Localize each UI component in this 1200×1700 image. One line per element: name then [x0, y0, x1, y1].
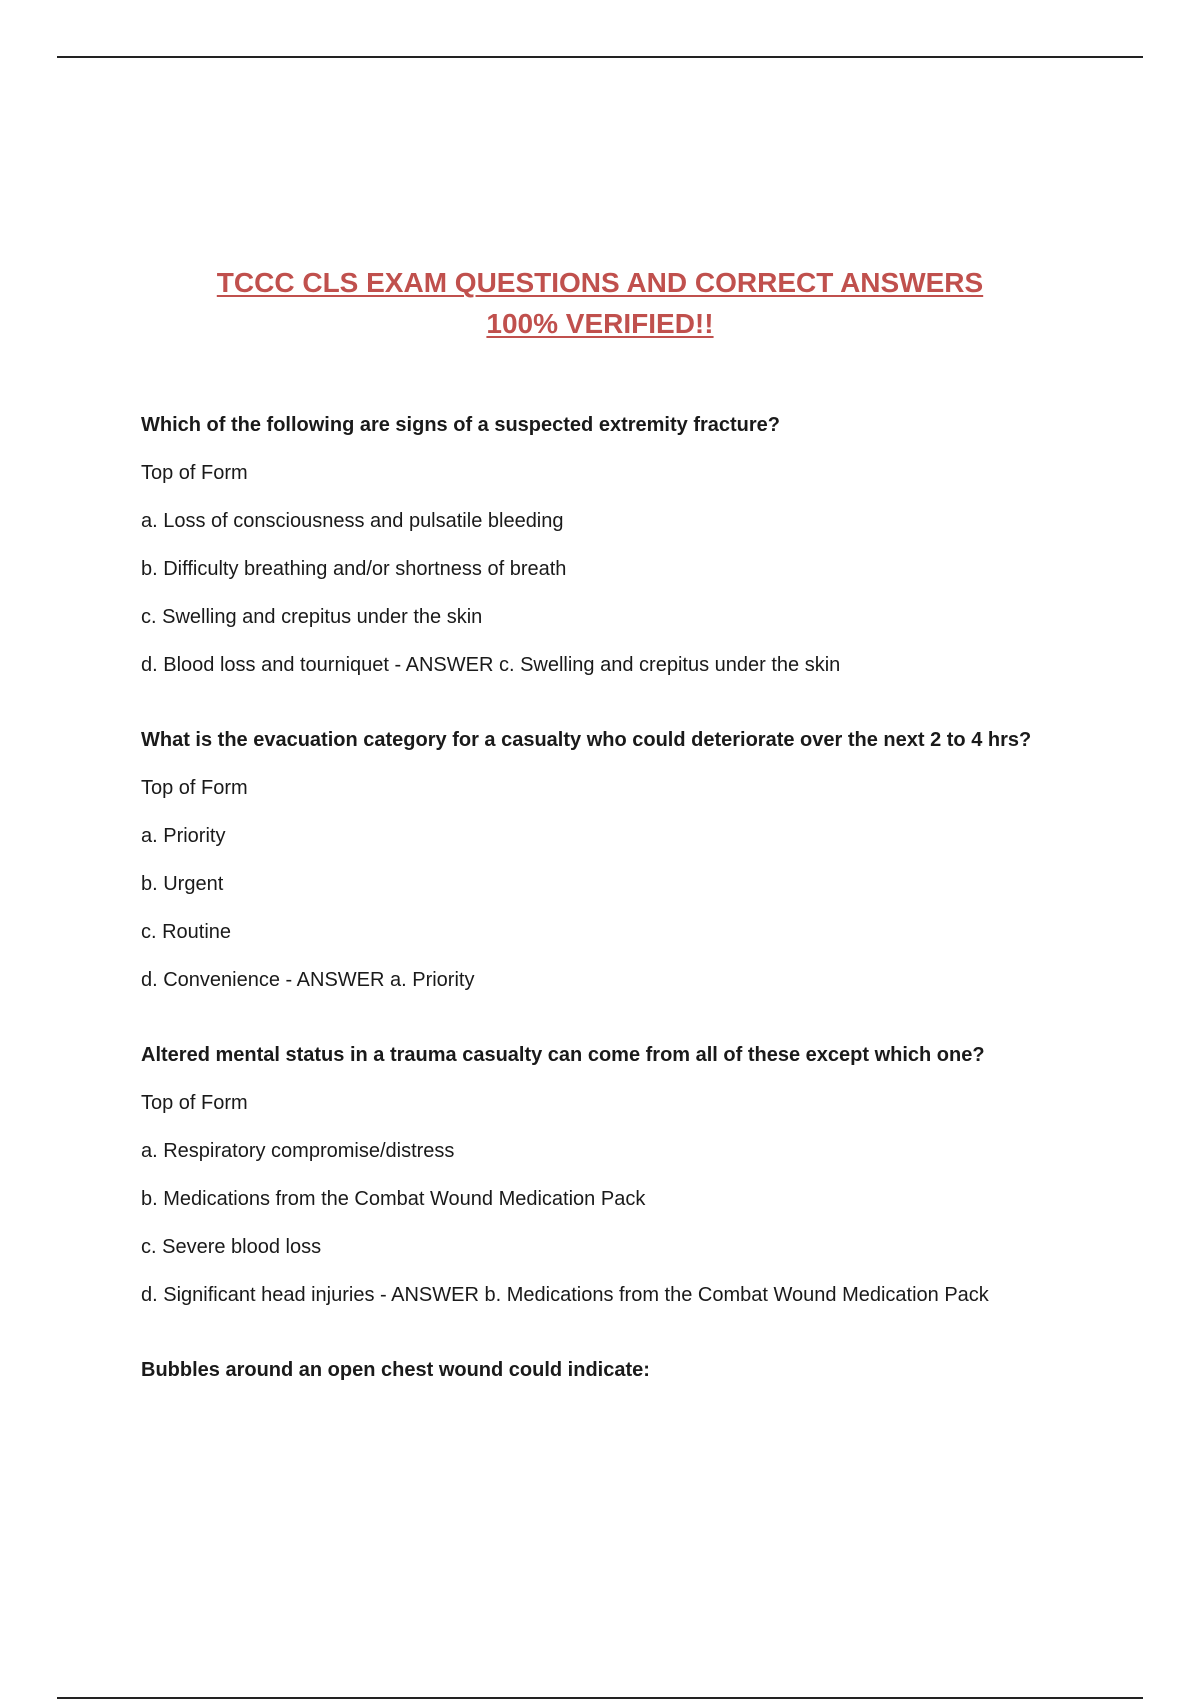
- option-d-answer: d. Convenience - ANSWER a. Priority: [141, 969, 475, 991]
- question-stem: What is the evacuation category for a casualty who could deteriorate over the next 2 to 4 hrs?: [141, 729, 1032, 751]
- top-rule: [57, 56, 1143, 58]
- option-b: b. Difficulty breathing and/or shortness of breath: [141, 558, 567, 580]
- option-a: a. Loss of consciousness and pulsatile bleeding: [141, 510, 564, 532]
- question-4: [141, 1356, 1071, 1384]
- question-stem: Altered mental status in a trauma casualty can come from all of these except which one?: [141, 1044, 985, 1066]
- question-2: [141, 726, 1071, 994]
- title-line-1: TCCC CLS EXAM QUESTIONS AND CORRECT ANSWERS: [216, 267, 984, 298]
- option-c: c. Swelling and crepitus under the skin: [141, 606, 483, 628]
- question-stem: Bubbles around an open chest wound could indicate:: [141, 1359, 650, 1381]
- option-a: a. Respiratory compromise/distress: [141, 1140, 455, 1162]
- question-1: [141, 411, 1071, 679]
- option-c: c. Severe blood loss: [141, 1236, 322, 1258]
- form-label: Top of Form: [141, 777, 248, 799]
- title-line-2: 100% VERIFIED!!: [486, 308, 714, 339]
- option-a: a. Priority: [141, 825, 226, 847]
- bottom-rule: [57, 1697, 1143, 1699]
- option-c: c. Routine: [141, 921, 232, 943]
- option-d-answer: d. Significant head injuries - ANSWER b. Medications from the Combat Wound Medication Pack: [141, 1284, 989, 1306]
- form-label: Top of Form: [141, 1092, 248, 1114]
- question-list: [141, 411, 1071, 1431]
- page-title: [0, 262, 1200, 344]
- form-label: Top of Form: [141, 462, 248, 484]
- option-b: b. Medications from the Combat Wound Medication Pack: [141, 1188, 646, 1210]
- question-3: [141, 1041, 1071, 1309]
- question-stem: Which of the following are signs of a suspected extremity fracture?: [141, 414, 781, 436]
- option-d-answer: d. Blood loss and tourniquet - ANSWER c. Swelling and crepitus under the skin: [141, 654, 841, 676]
- option-b: b. Urgent: [141, 873, 224, 895]
